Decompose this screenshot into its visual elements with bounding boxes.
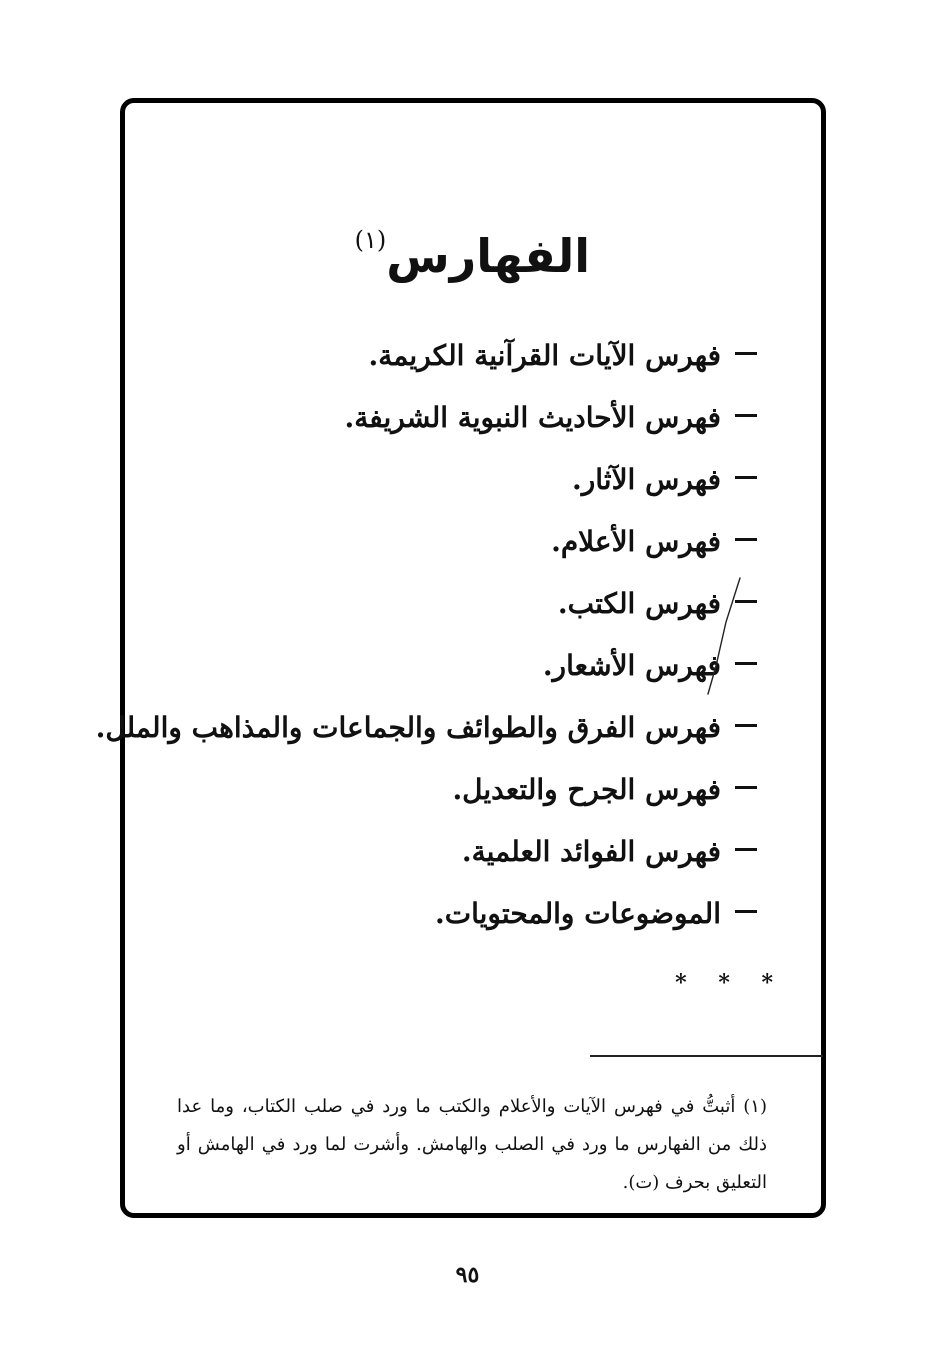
index-entry — [96, 706, 757, 768]
title-text: الفهارس — [386, 229, 590, 283]
entry-label: فهرس الأعلام. — [551, 525, 721, 558]
entry-dash — [735, 848, 757, 851]
entry-dash — [735, 662, 757, 665]
index-entry — [96, 768, 757, 830]
page-number: ٩٥ — [455, 1262, 480, 1288]
entry-dash — [735, 414, 757, 417]
index-entry — [96, 458, 757, 520]
entry-dash — [735, 600, 757, 603]
entry-dash — [735, 352, 757, 355]
index-entry — [96, 334, 757, 396]
entry-dash — [735, 910, 757, 913]
entry-label: فهرس الفوائد العلمية. — [461, 835, 721, 868]
entry-label: فهرس الآيات القرآنية الكريمة. — [368, 339, 721, 372]
entry-label: فهرس الآثار. — [571, 463, 721, 496]
section-separator: * * * — [675, 970, 785, 996]
entry-label: فهرس الأشعار. — [542, 649, 721, 682]
entry-dash — [735, 786, 757, 789]
index-list — [96, 334, 757, 954]
entry-dash — [735, 476, 757, 479]
title-footnote-marker: (١) — [354, 226, 387, 254]
entry-label: الموضوعات والمحتويات. — [435, 897, 721, 930]
index-entry — [96, 582, 757, 644]
index-entry — [96, 520, 757, 582]
entry-dash — [735, 538, 757, 541]
footnote: (١) أثبتُّ في فهرس الآيات والأعلام والكتب ما ورد في صلب الكتاب، وما عدا ذلك من الفهارس ما ورد في الصلب والهامش. وأشرت لما ورد في الهامش أو التعليق بحرف (ت). — [177, 1096, 767, 1193]
entry-dash — [735, 724, 757, 727]
index-entry — [96, 644, 757, 706]
entry-label: فهرس الفرق والطوائف والجماعات والمذاهب والملل. — [95, 711, 721, 744]
index-entry — [96, 830, 757, 892]
entry-label: فهرس الكتب. — [557, 587, 721, 620]
entry-label: فهرس الجرح والتعديل. — [452, 773, 721, 806]
entry-label: فهرس الأحاديث النبوية الشريفة. — [344, 401, 721, 434]
page-title — [354, 226, 590, 283]
footnote-divider — [590, 1055, 823, 1057]
index-entry — [96, 892, 757, 954]
index-entry — [96, 396, 757, 458]
